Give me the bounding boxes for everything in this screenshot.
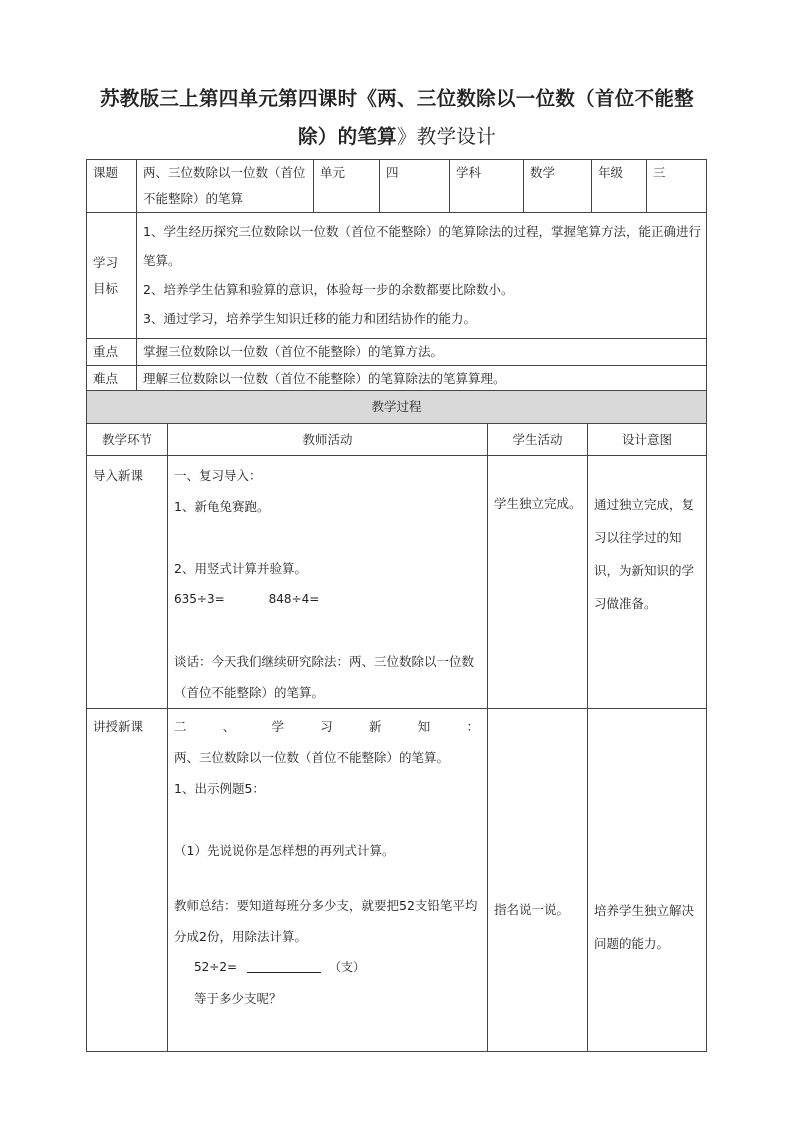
intro-stage: 导入新课 <box>87 456 168 709</box>
difficulty-label: 难点 <box>87 366 137 393</box>
teach-line: 等于多少支呢？ <box>194 991 282 1006</box>
topic-value: 两、三位数除以一位数（首位不能整除）的笔算 <box>137 160 314 213</box>
objectives-label: 学习目标 <box>87 213 137 339</box>
teach-purpose: 培养学生独立解决问题的能力。 <box>588 709 707 1052</box>
intro-problem-2: 848÷4= <box>268 592 320 606</box>
process-table <box>86 390 707 1052</box>
process-title: 教学过程 <box>87 391 707 424</box>
answer-blank <box>247 958 321 973</box>
intro-line: 一、复习导入： <box>174 468 262 483</box>
grade-value: 三 <box>647 160 707 213</box>
subject-label: 学科 <box>450 160 524 213</box>
intro-teacher <box>168 456 488 709</box>
intro-line: 2、用竖式计算并验算。 <box>174 561 307 576</box>
objectives-list <box>137 213 707 339</box>
teach-line: 两、三位数除以一位数（首位不能整除）的笔算。 <box>174 750 450 765</box>
teach-student: 指名说一说。 <box>488 709 588 1052</box>
teach-line: （1）先说说你是怎样想的再列式计算。 <box>174 843 395 858</box>
teach-line: 二、学习新知： <box>174 719 481 734</box>
subject-value: 数学 <box>524 160 592 213</box>
objective-item: 3、通过学习，培养学生知识迁移的能力和团结协作的能力。 <box>143 311 476 326</box>
header-purpose: 设计意图 <box>588 424 707 456</box>
teach-stage: 讲授新课 <box>87 709 168 1052</box>
teach-line: 1、出示例题5： <box>174 781 265 796</box>
intro-student: 学生独立完成。 <box>488 456 588 709</box>
difficulty-value: 理解三位数除以一位数（首位不能整除）的笔算除法的笔算算理。 <box>137 366 707 393</box>
teach-teacher <box>168 709 488 1052</box>
unit-value: 四 <box>380 160 450 213</box>
objective-item: 1、学生经历探究三位数除以一位数（首位不能整除）的笔算除法的过程，掌握笔算方法，能正确进行笔算。 <box>143 224 701 268</box>
header-teacher: 教师活动 <box>168 424 488 456</box>
page-title: 苏教版三上第四单元第四课时《两、三位数除以一位数（首位不能整除）的笔算》教学设计 <box>99 87 694 148</box>
key-value: 掌握三位数除以一位数（首位不能整除）的笔算方法。 <box>137 339 707 366</box>
teach-unit: （支） <box>329 960 366 974</box>
teach-line: 教师总结：要知道每班分多少支，就要把52支铅笔平均分成2份，用除法计算。 <box>174 898 478 944</box>
intro-line: 谈话：今天我们继续研究除法：两、三位数除以一位数（首位不能整除）的笔算。 <box>174 654 475 700</box>
intro-line: 1、新龟兔赛跑。 <box>174 499 270 514</box>
objective-item: 2、培养学生估算和验算的意识，体验每一步的余数都要比除数小。 <box>143 282 514 297</box>
info-table <box>86 159 707 393</box>
topic-label: 课题 <box>87 160 137 213</box>
intro-purpose: 通过独立完成，复习以往学过的知识，为新知识的学习做准备。 <box>588 456 707 709</box>
unit-label: 单元 <box>314 160 380 213</box>
key-label: 重点 <box>87 339 137 366</box>
header-stage: 教学环节 <box>87 424 168 456</box>
intro-problem-1: 635÷3= <box>174 592 225 606</box>
header-student: 学生活动 <box>488 424 588 456</box>
teach-problem: 52÷2= <box>194 960 238 974</box>
grade-label: 年级 <box>592 160 647 213</box>
